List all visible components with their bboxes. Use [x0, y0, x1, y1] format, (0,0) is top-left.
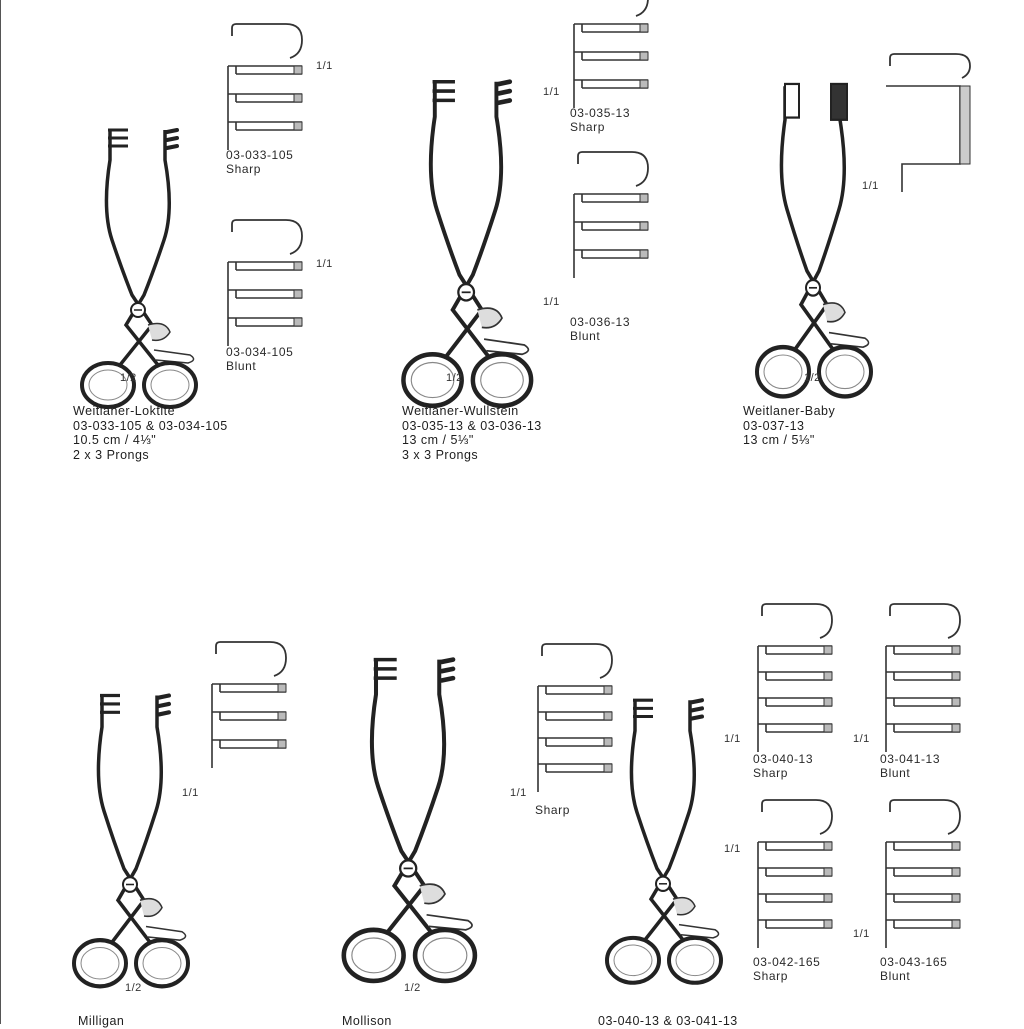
product-caption-loktite — [73, 404, 228, 462]
product-prongs: 3 x 3 Prongs — [402, 447, 479, 462]
detail-03-036-13-illustration — [574, 152, 648, 278]
product-codes: 03-040-13 & 03-041-13 — [598, 1014, 738, 1028]
detail-mollison-illustration — [538, 644, 612, 792]
product-size: 13 cm / 5⅓" — [402, 433, 474, 447]
detail-code: 03-036-13 — [570, 315, 631, 329]
detail-type: Blunt — [570, 329, 601, 343]
product-name: Weitlaner-Wullstein — [402, 404, 519, 418]
product-caption-milligan — [78, 1014, 124, 1029]
detail-03-041-13-illustration — [886, 604, 960, 752]
detail-code: 03-041-13 — [880, 752, 941, 766]
product-size: 10.5 cm / 4⅓" — [73, 433, 157, 447]
detail-03-033-105-illustration — [228, 24, 302, 150]
scale-label: 1/1 — [316, 258, 333, 270]
detail-03-040-13-illustration — [758, 604, 832, 752]
product-name: Weitlaner-Baby — [743, 404, 836, 418]
scale-label: 1/1 — [543, 296, 560, 308]
retractor-milligan-illustration — [74, 696, 188, 987]
detail-type: Sharp — [753, 969, 789, 983]
detail-code: 03-042-165 — [753, 955, 821, 969]
detail-milligan-illustration — [212, 642, 286, 768]
detail-type: Blunt — [880, 766, 911, 780]
product-caption-baby — [743, 404, 835, 448]
detail-type: Sharp — [570, 120, 606, 134]
retractor-wullstein-illustration — [403, 82, 531, 406]
detail-03-043-165-illustration — [886, 800, 960, 948]
product-name: Milligan — [78, 1014, 125, 1028]
product-name: Mollison — [342, 1014, 392, 1028]
detail-code: 03-033-105 — [226, 148, 294, 162]
scale-label: 1/1 — [510, 787, 527, 799]
scale-label: 1/1 — [724, 733, 741, 745]
scale-label: 1/2 — [120, 372, 137, 384]
scale-label: 1/1 — [853, 733, 870, 745]
retractor-mollison-illustration — [344, 660, 475, 981]
detail-baby-illustration — [886, 54, 970, 192]
product-prongs: 2 x 3 Prongs — [73, 447, 150, 462]
detail-code: 03-034-105 — [226, 345, 294, 359]
detail-code: 03-040-13 — [753, 752, 814, 766]
retractor-baby-illustration — [757, 84, 871, 396]
scale-label: 1/1 — [724, 843, 741, 855]
product-caption-wullstein — [402, 404, 542, 462]
detail-03-034-105-illustration — [228, 220, 302, 346]
scale-label: 1/2 — [125, 982, 142, 994]
product-caption-040 — [598, 1014, 738, 1029]
detail-type: Sharp — [535, 803, 571, 817]
product-codes: 03-037-13 — [743, 418, 805, 433]
detail-03-042-165-illustration — [758, 800, 832, 948]
product-size: 13 cm / 5⅓" — [743, 433, 815, 447]
detail-code: 03-035-13 — [570, 106, 631, 120]
retractor-loktite-illustration — [82, 130, 196, 407]
detail-03-035-13-illustration — [574, 0, 648, 108]
scale-label: 1/1 — [862, 180, 879, 192]
detail-code: 03-043-165 — [880, 955, 948, 969]
product-name: Weitlaner-Loktite — [73, 404, 176, 418]
scale-label: 1/1 — [182, 787, 199, 799]
retractor-040-illustration — [607, 700, 721, 983]
detail-type: Sharp — [226, 162, 262, 176]
scale-label: 1/2 — [404, 982, 421, 994]
scale-label: 1/1 — [543, 86, 560, 98]
scale-label: 1/2 — [446, 372, 463, 384]
detail-type: Blunt — [226, 359, 257, 373]
product-codes: 03-033-105 & 03-034-105 — [73, 418, 228, 433]
detail-type: Sharp — [753, 766, 789, 780]
scale-label: 1/1 — [853, 928, 870, 940]
detail-type: Blunt — [880, 969, 911, 983]
scale-label: 1/1 — [316, 60, 333, 72]
product-caption-mollison — [342, 1014, 392, 1029]
product-codes: 03-035-13 & 03-036-13 — [402, 418, 542, 433]
scale-label: 1/2 — [804, 372, 821, 384]
